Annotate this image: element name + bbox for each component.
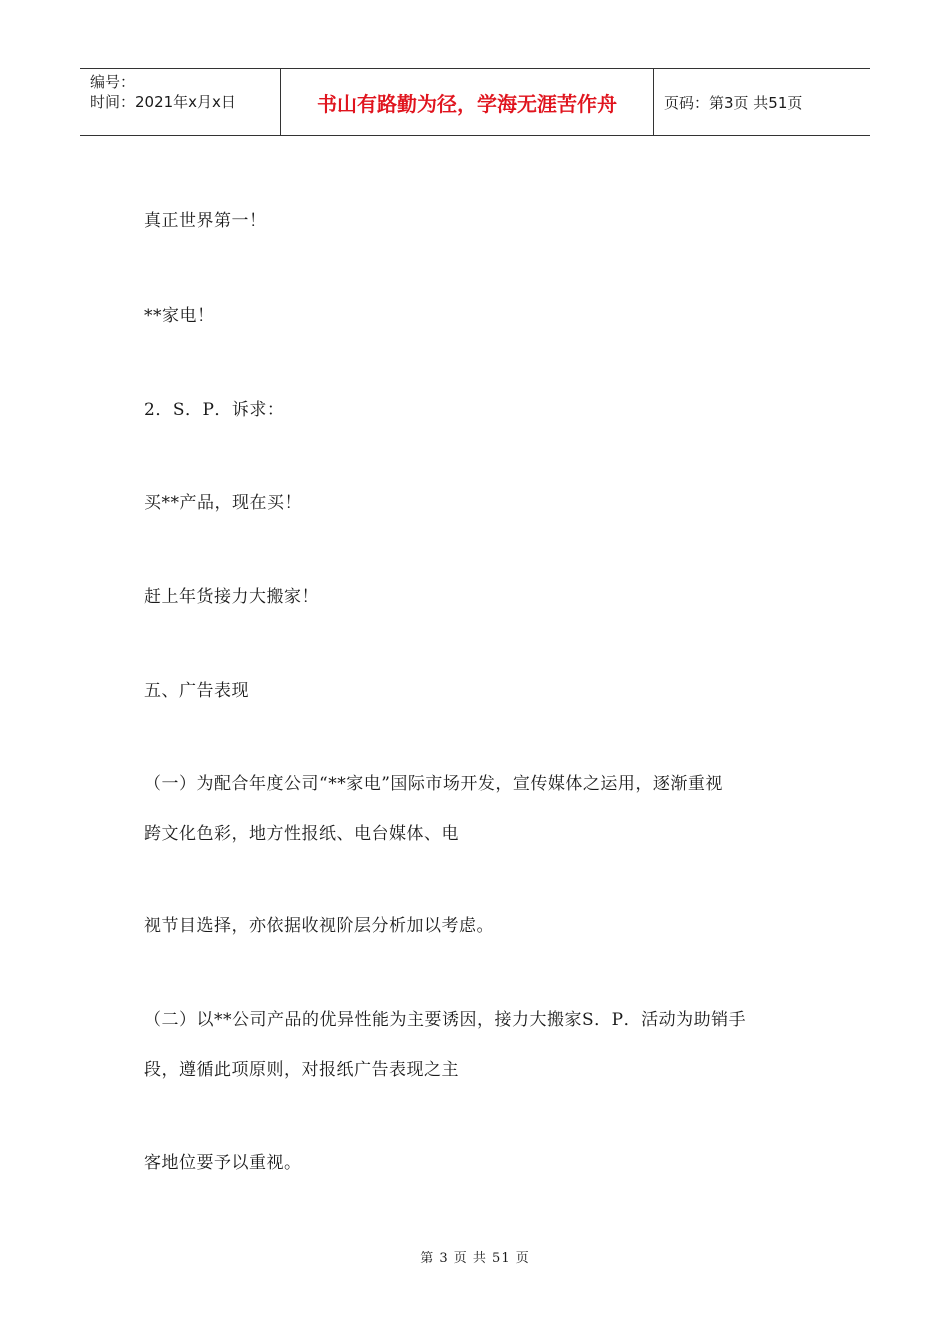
body-line: 视节目选择，亦依据收视阶层分析加以考虑。 <box>144 916 494 936</box>
header-page-info <box>654 69 870 135</box>
header-motto <box>281 69 654 135</box>
body-line: 跨文化色彩，地方性报纸、电台媒体、电 <box>144 824 459 844</box>
body-line: 段，遵循此项原则，对报纸广告表现之主 <box>144 1060 459 1080</box>
header-meta <box>80 69 281 135</box>
section-heading: 五、广告表现 <box>144 681 249 701</box>
footer-page-number: 第 3 页 共 51 页 <box>420 1251 530 1266</box>
body-line: 客地位要予以重视。 <box>144 1153 302 1173</box>
motto-text: 书山有路勤为径，学海无涯苦作舟 <box>317 91 617 116</box>
page-header <box>80 68 870 136</box>
body-line: **家电！ <box>144 306 215 326</box>
body-line: （二）以**公司产品的优异性能为主要诱因，接力大搬家S．P．活动为助销手 <box>144 1010 747 1030</box>
body-line: 2．S．P．诉求： <box>144 400 285 420</box>
page-info-text: 页码：第3页 共51页 <box>664 93 803 112</box>
body-line: 买**产品，现在买！ <box>144 493 302 513</box>
body-line: 赶上年货接力大搬家！ <box>144 587 319 607</box>
body-line: （一）为配合年度公司“**家电”国际市场开发，宣传媒体之运用，逐渐重视 <box>144 774 723 794</box>
page-footer <box>0 1247 950 1266</box>
document-number-label: 编号： <box>90 73 136 91</box>
body-line: 真正世界第一！ <box>144 211 267 231</box>
document-date: 时间：2021年x月x日 <box>90 93 236 111</box>
